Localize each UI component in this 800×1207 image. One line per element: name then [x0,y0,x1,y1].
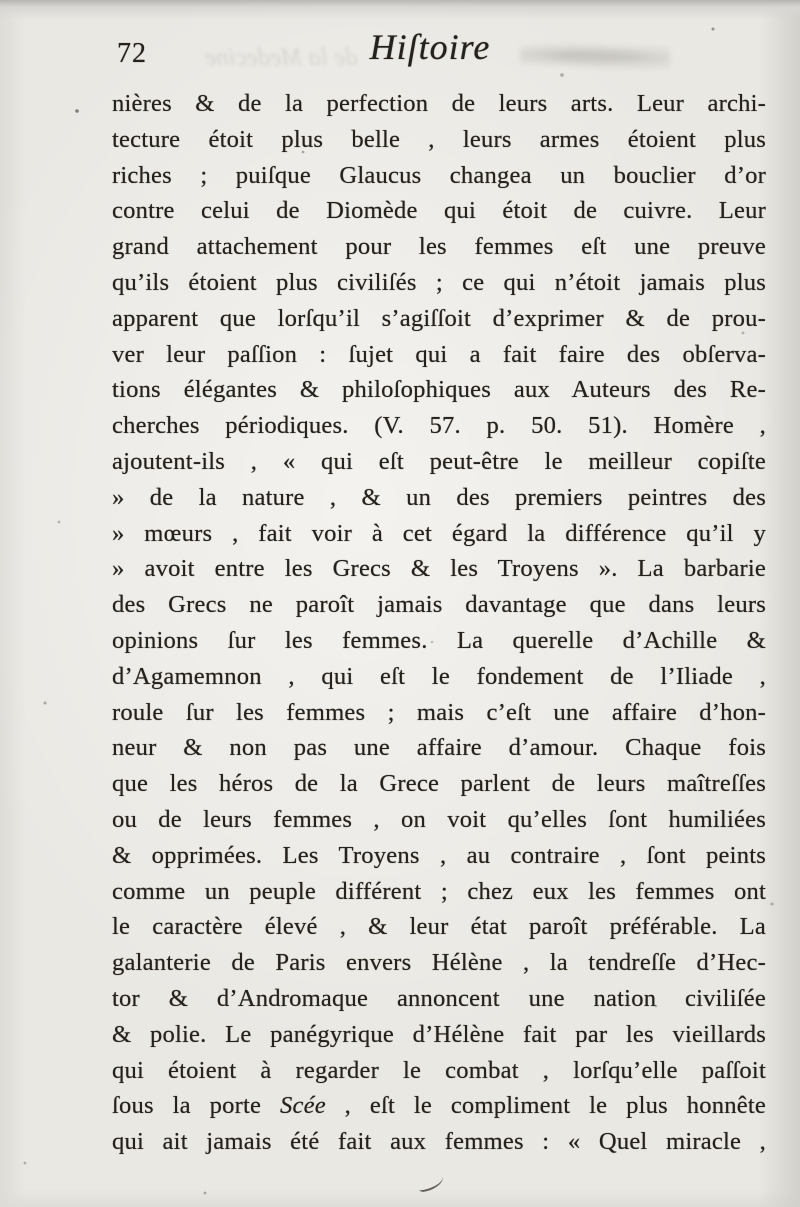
text-line: contre celui de Diomède qui étoit de cuivre. Leur [112,197,766,225]
text-line: & opprimées. Les Troyens , au contraire , ſont peints [112,841,766,869]
text-line: & polie. Le panégyrique d’Hélène fait par les vieillards [112,1020,766,1048]
text-line: tecture étoit plus belle , leurs armes étoient plus [112,125,766,153]
text-line: tor & d’Andromaque annoncent une nation civiliſée [112,984,766,1012]
text-line: qu’ils étoient plus civiliſés ; ce qui n’étoit jamais plus [112,268,766,296]
verso-show-through-smudge [520,40,670,70]
text-block [112,86,766,1160]
scan-speckles [0,0,2,2]
text-line: neur & non pas une affaire d’amour. Chaque fois [112,734,766,762]
text-line: cherches périodiques. (V. 57. p. 50. 51). Homère , [112,412,766,440]
text-line: ſous la porte Scée , eſt le compliment le plus honnête [112,1092,766,1120]
text-line: » avoit entre les Grecs & les Troyens ». La barbarie [112,555,766,583]
text-line: galanterie de Paris envers Hélène , la tendreſſe d’Hec- [112,949,766,977]
text-line: nières & de la perfection de leurs arts. Leur archi- [112,90,766,117]
text-line: opinions ſur les femmes. La querelle d’Achille & [112,626,766,654]
verso-show-through-text: de la Medecine [205,44,358,71]
text-line: ver leur paſſion : ſujet qui a fait faire des obſerva- [112,340,766,368]
text-line: d’Agamemnon , qui eſt le fondement de l’Iliade , [112,662,766,690]
text-line: des Grecs ne paroît jamais davantage que dans leurs [112,591,766,619]
text-line: le caractère élevé , & leur état paroît préférable. La [112,913,766,941]
text-line: » de la nature , & un des premiers peintres des [112,483,766,511]
text-line: que les héros de la Grece parlent de leurs maîtreſſes [112,770,766,798]
text-line: roule ſur les femmes ; mais c’eſt une affaire d’hon- [112,698,766,726]
text-line: riches ; puiſque Glaucus changea un bouclier d’or [112,161,766,189]
text-line: tions élégantes & philoſophiques aux Auteurs des Re- [112,376,766,404]
running-title: Hiſtoire [369,27,491,67]
text-line: ajoutent-ils , « qui eſt peut-être le meilleur copiſte [112,447,766,475]
text-line: ou de leurs femmes , on voit qu’elles ſont humiliées [112,805,766,833]
stray-ink-mark [417,1173,446,1193]
text-line: comme un peuple différent ; chez eux les femmes ont [112,877,766,905]
text-line: » mœurs , fait voir à cet égard la différence qu’il y [112,519,766,547]
text-line: qui ait jamais été fait aux femmes : « Quel miracle , [112,1128,766,1156]
running-header [0,0,800,80]
text-line: apparent que lorſqu’il s’agiſſoit d’exprimer & de prou- [112,304,766,332]
text-line: qui étoient à regarder le combat , lorſqu’elle paſſoit [112,1056,766,1084]
text-line: grand attachement pour les femmes eſt une preuve [112,233,766,261]
page-number: 72 [117,38,147,69]
